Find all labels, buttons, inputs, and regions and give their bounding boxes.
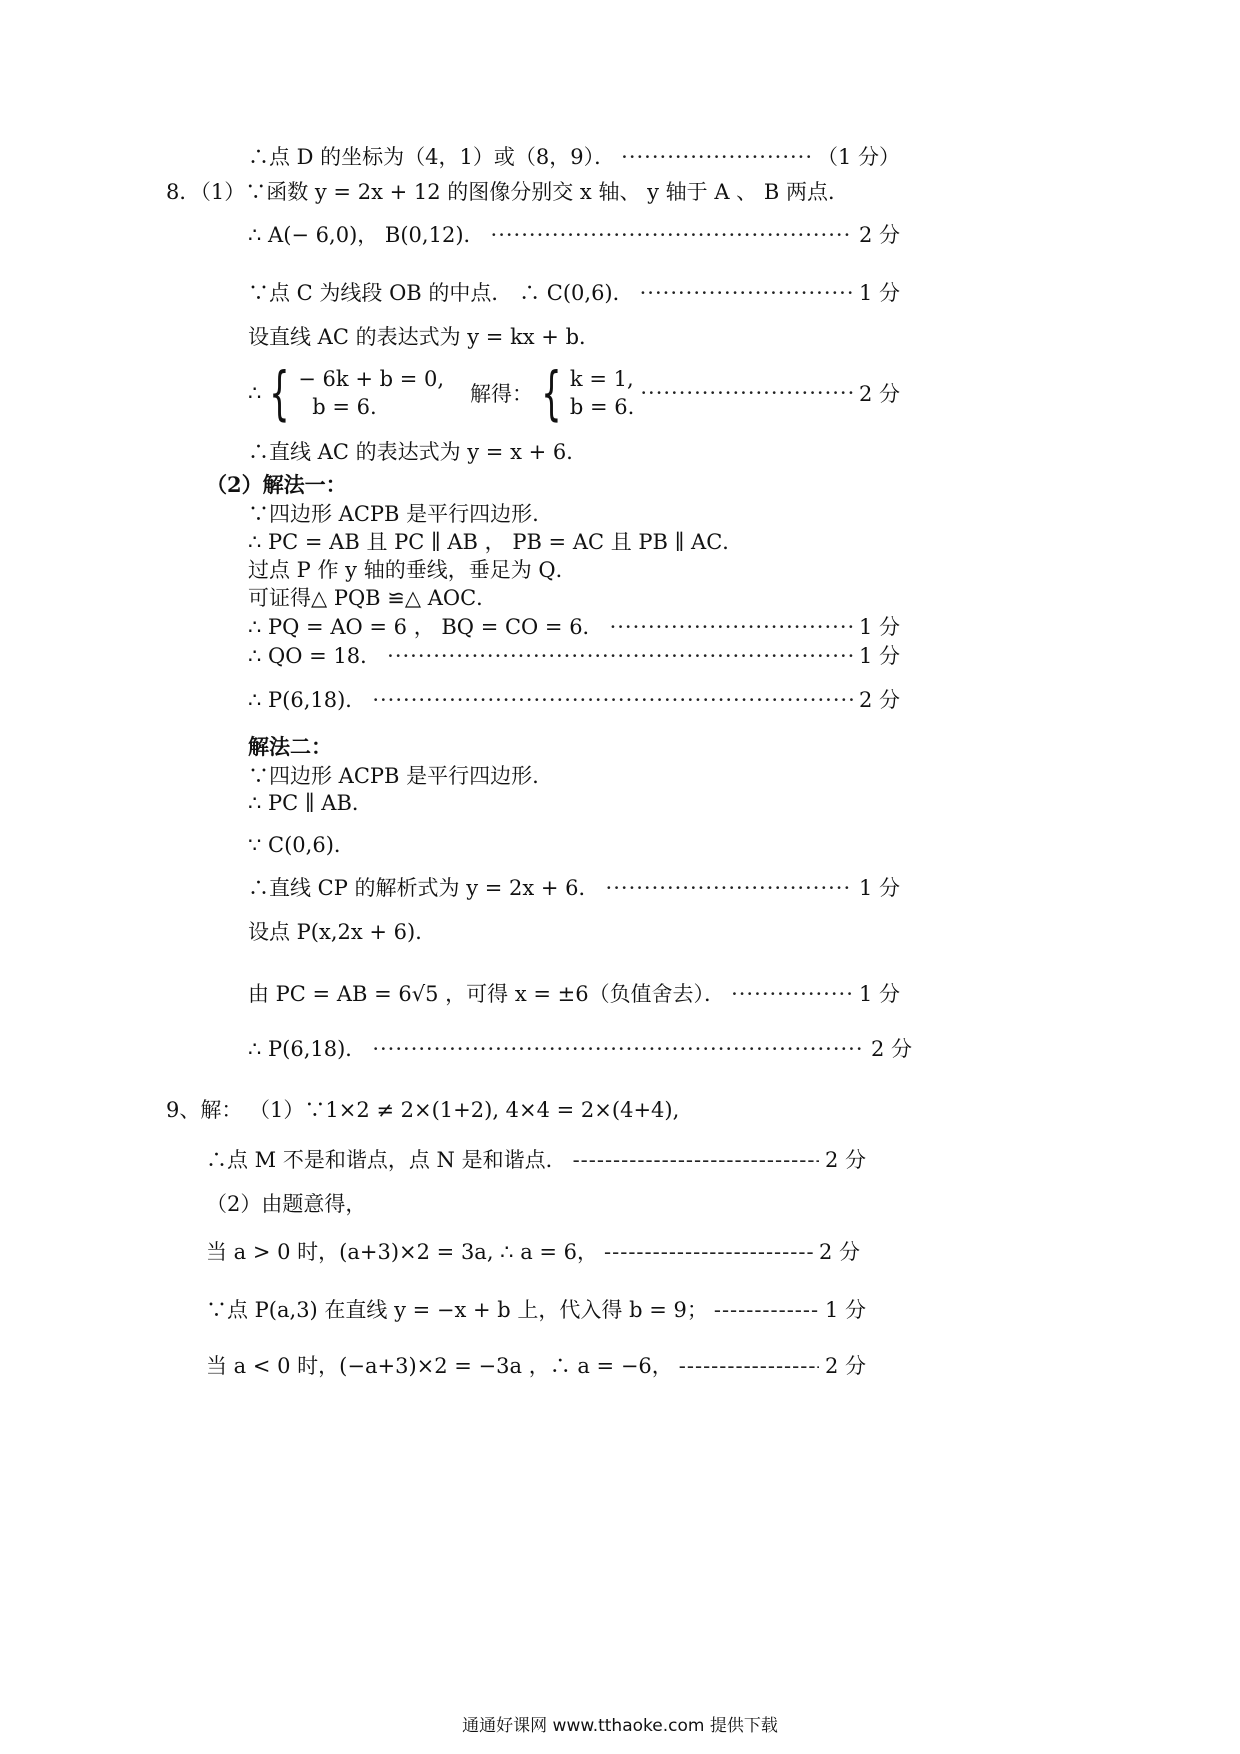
answer-line [248,613,900,641]
answer-text: ∴直线 AC 的表达式为 y = x + 6． [248,440,588,464]
answer-text: ∴点 M 不是和谐点，点 N 是和谐点． [206,1148,567,1172]
score-label: 1 分 [858,615,900,639]
answer-text: 当 a < 0 时，(−a+3)×2 = −3a ，∴ a = −6， [206,1354,673,1378]
left-brace: { [541,359,562,427]
answer-text: ∴ P(6,18)． [248,1037,367,1061]
equation-system-2 [570,365,634,421]
answer-text: ∵四边形 ACPB 是平行四边形. [248,764,539,788]
dash-leader [604,1238,813,1266]
score-label: 2 分 [870,1037,912,1061]
answer-text: ∴ P(6,18)． [248,688,367,712]
dot-leader [372,1035,865,1063]
dash-leader [714,1296,819,1324]
answer-text: 当 a > 0 时，(a+3)×2 = 3a, ∴ a = 6， [206,1240,599,1264]
answer-line [248,143,900,171]
equation: k = 1, [569,367,634,391]
answer-text: ∵四边形 ACPB 是平行四边形. [248,502,539,526]
score-label: 1 分 [858,982,900,1006]
equation-system-1 [298,365,444,421]
answer-line [248,221,900,249]
score-label: （1 分） [816,145,900,169]
question-8-header: 8．（1）∵函数 y = 2x + 12 的图像分别交 x 轴、 y 轴于 A 、 B 两点． [166,180,849,204]
answer-line [206,1238,860,1266]
answer-text: ∴ PC = AB 且 PC ∥ AB ， PB = AC 且 PB ∥ AC． [248,530,744,554]
solve-label: 解得： [470,382,534,406]
equation: b = 6. [569,395,635,419]
equation: − 6k + b = 0, [298,367,445,391]
dash-leader [573,1146,819,1174]
answer-line [248,686,900,714]
answer-text: ∵点 C 为线段 OB 的中点． ∴ C(0,6)． [248,281,634,305]
score-label: 1 分 [858,644,900,668]
answer-text: （2）由题意得， [206,1192,367,1216]
dot-leader [491,221,853,249]
page-footer: 通通好课网 www.tthaoke.com 提供下载 [462,1716,778,1736]
answer-line [206,1296,866,1324]
answer-text: ∵ C(0,6)． [248,833,355,857]
answer-line [248,980,900,1008]
method-heading: （2）解法一： [206,472,347,497]
answer-line [248,1035,912,1063]
dot-leader [640,381,853,405]
dot-leader [387,642,853,670]
answer-text: ∵点 P(a,3) 在直线 y = −x + b 上，代入得 b = 9； [206,1298,708,1322]
answer-text: ∴ A(− 6,0)， B(0,12)． [248,223,485,247]
answer-line [248,642,900,670]
dot-leader [606,874,853,902]
therefore-symbol: ∴ [248,381,262,405]
answer-text: ∴ PQ = AO = 6 ， BQ = CO = 6． [248,615,604,639]
score-label: 2 分 [824,1148,866,1172]
equation: b = 6. [312,395,377,419]
answer-text: ∴ QO = 18． [248,644,382,668]
score-label: 2 分 [858,382,900,406]
answer-line [206,1146,866,1174]
score-label: 1 分 [858,876,900,900]
answer-line [248,874,900,902]
score-label: 2 分 [858,223,900,247]
dot-leader [640,279,853,307]
answer-text: 设点 P(x,2x + 6)． [248,920,437,944]
answer-text: ∴直线 CP 的解析式为 y = 2x + 6． [248,876,600,900]
dash-leader [679,1352,819,1380]
dot-leader [731,980,853,1008]
answer-line [248,279,900,307]
dot-leader [372,686,853,714]
score-label: 1 分 [824,1298,866,1322]
answer-text: ∴ PC ∥ AB． [248,791,373,815]
answer-text: 过点 P 作 y 轴的垂线，垂足为 Q． [248,558,577,582]
answer-text: ∴点 D 的坐标为（4，1）或（8，9）． [248,145,616,169]
score-label: 2 分 [824,1354,866,1378]
question-9-header: 9、解： （1）∵1×2 ≠ 2×(1+2), 4×4 = 2×(4+4), [166,1098,680,1122]
score-label: 2 分 [858,688,900,712]
answer-text: 可证得△ PQB ≌△ AOC． [248,586,498,610]
answer-text: 由 PC = AB = 6√5 ，可得 x = ±6（负值舍去）． [248,982,726,1006]
answer-line [206,1352,866,1380]
dot-leader [610,613,853,641]
score-label: 2 分 [818,1240,860,1264]
method-heading: 解法二： [248,734,332,759]
answer-text: 设直线 AC 的表达式为 y = kx + b． [248,325,601,349]
equation-system-line [248,359,900,427]
dot-leader [621,143,811,171]
score-label: 1 分 [858,281,900,305]
left-brace: { [269,359,290,427]
